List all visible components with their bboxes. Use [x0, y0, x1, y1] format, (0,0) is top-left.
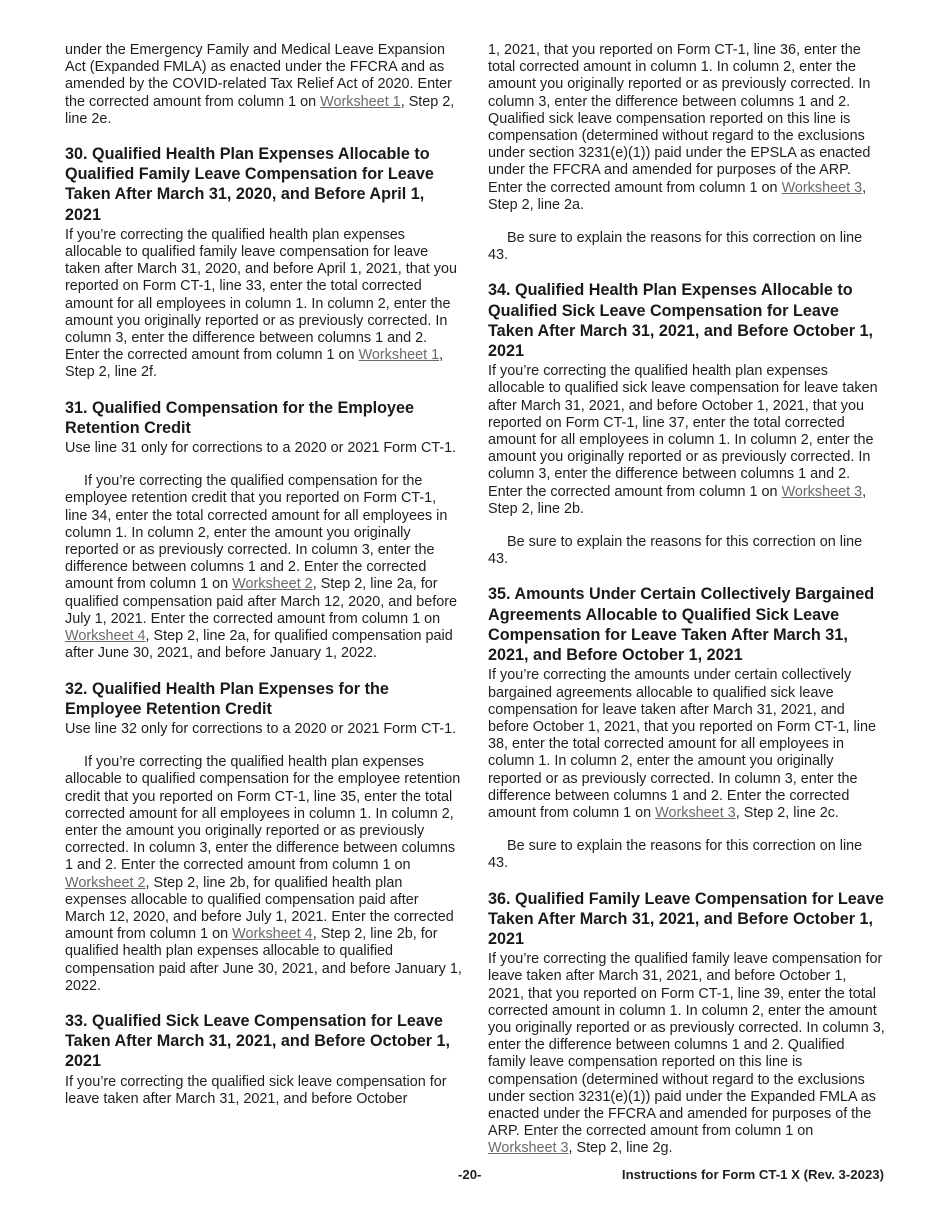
heading-line-35: 35. Amounts Under Certain Collectively Bargained Agreements Allocable to Qualified Sick Leave Compensation for Leave Taken After March 31, 2021, and Before October 1, 2021 — [488, 585, 875, 665]
heading-line-36: 36. Qualified Family Leave Compensation for Leave Taken After March 31, 2021, and Before October 1, 2021 — [488, 889, 884, 948]
text: If you’re correcting the qualified health plan expenses allocable to qualified sick leave compensation for leave taken after March 31, 2021, and before October 1, 2021, that you reported on Form CT-1, line 37, enter the total corrected amount for all employees in column 1. In column 2, enter the amount you originally reported or as previously corrected. In column 3, enter the difference between columns 1 and 2. Enter the corrected amount from column 1 on — [488, 363, 878, 500]
line-30-text — [65, 227, 462, 382]
line-31-usage-note: Use line 31 only for corrections to a 2020 or 2021 Form CT-1. — [65, 440, 457, 457]
text: under the Emergency Family and Medical Leave Expansion Act (Expanded FMLA) as enacted under the FFCRA and as amended by the COVID-related Tax Relief Act of 2020. Enter the corrected amount from column 1 on — [65, 42, 452, 110]
text: , Step 2, line 2f. — [65, 347, 444, 381]
text: If you’re correcting the qualified compensation for the employee retention credit that you reported on Form CT-1, line 34, enter the total corrected amount for all employees in column 1. In column 2, enter the amount you originally reported or as previously corrected. In column 3, enter the difference between columns 1 and 2. Enter the corrected amount from column 1 on — [65, 473, 448, 593]
text: , Step 2, line 2a, for qualified compensation paid after March 12, 2020, and before July 1, 2021. Enter the corrected amount from column 1 on — [65, 576, 458, 627]
text: 1, 2021, that you reported on Form CT-1, line 36, enter the total corrected amount in column 1. In column 2, enter the amount you originally reported or as previously corrected. In column 3, enter the difference between columns 1 and 2. Qualified sick leave compensation reported on this line is compensation (determined without regard to the exclusions under section 3231(e)(1)) paid under the EPSLA as enacted under the FFCRA and amended for purposes of the ARP. Enter the corrected amount from column 1 on — [488, 42, 871, 196]
worksheet-1-link[interactable]: Worksheet 1 — [358, 347, 440, 364]
worksheet-4-link[interactable]: Worksheet 4 — [232, 926, 313, 943]
line-31-text — [65, 473, 462, 662]
form-identifier: Instructions for Form CT-1 X (Rev. 3-2023) — [621, 1167, 884, 1182]
line-36-text — [488, 951, 885, 1157]
text: , Step 2, line 2c. — [735, 804, 839, 821]
text: , Step 2, line 2g. — [568, 1140, 673, 1157]
worksheet-2-link[interactable]: Worksheet 2 — [232, 576, 313, 593]
text: , Step 2, line 2a. — [488, 179, 867, 213]
worksheet-1-link[interactable]: Worksheet 1 — [320, 93, 401, 110]
text: If you’re correcting the qualified health plan expenses allocable to qualified family leave compensation for leave taken after March 31, 2020, and before April 1, 2021, that you reported on Form CT-1, line 33, enter the total corrected amount for all employees in column 1. In column 2, enter the amount you originally reported or as previously corrected. In column 3, enter the difference between columns 1 and 2. Enter the corrected amount from column 1 on — [65, 226, 458, 364]
line-35-note: Be sure to explain the reasons for this correction on line 43. — [488, 838, 863, 872]
line-29-continuation — [65, 42, 462, 128]
left-column — [65, 42, 462, 1124]
text: , Step 2, line 2b, for qualified health plan expenses allocable to qualified compensation paid after March 12, 2020, and before July 1, 2021. Enter the corrected amount from column 1 on — [65, 874, 454, 943]
page-footer — [0, 1167, 950, 1187]
text: , Step 2, line 2b. — [488, 483, 867, 517]
heading-line-31: 31. Qualified Compensation for the Employee Retention Credit — [65, 398, 414, 437]
line-32-text — [65, 754, 462, 995]
text: , Step 2, line 2b, for qualified health plan expenses allocable to qualified compensation paid after June 30, 2021, and before January 1, 2022. — [65, 926, 462, 994]
right-column — [488, 42, 885, 1174]
line-33-text-continued — [488, 42, 885, 214]
text: If you’re correcting the amounts under certain collectively bargained agreements allocable to qualified sick leave compensation for leave taken after March 31, 2021, and before October 1, 2021, that you reported on Form CT-1, line 38, enter the total corrected amount for all employees in column 1. In column 2, enter the amount you originally reported or as previously corrected. In column 3, enter the difference between columns 1 and 2. Enter the corrected amount from column 1 on — [488, 667, 876, 821]
line-35-text — [488, 667, 885, 822]
text: If you’re correcting the qualified health plan expenses allocable to qualified compensation for the employee retention credit that you reported on Form CT-1, line 35, enter the total corrected amount for all employees in column 1. In column 2, enter the amount you originally reported or as previously corrected. In column 3, enter the difference between columns 1 and 2. Enter the corrected amount from column 1 on — [65, 754, 461, 874]
heading-line-30: 30. Qualified Health Plan Expenses Allocable to Qualified Family Leave Compensation for Leave Taken After March 31, 2020, and Before April 1, 2021 — [65, 145, 434, 224]
worksheet-2-link[interactable]: Worksheet 2 — [65, 874, 146, 891]
text: If you’re correcting the qualified family leave compensation for leave taken after March 31, 2021, and before October 1, 2021, that you reported on Form CT-1, line 39, enter the total corrected amount in column 1. In column 2, enter the amount you originally reported or as previously corrected. In column 3, enter the difference between columns 1 and 2. Qualified family leave compensation reported on this line is compensation (determined without regard to the exclusions under section 3231(e)(1)) paid under the Expanded FMLA as enacted under the FFCRA and amended for purposes of the ARP. Enter the corrected amount from column 1 on — [488, 951, 885, 1140]
line-33-text-start: If you’re correcting the qualified sick leave compensation for leave taken after March 31, 2021, and before October — [65, 1073, 447, 1107]
worksheet-3-link[interactable]: Worksheet 3 — [781, 483, 863, 500]
heading-line-33: 33. Qualified Sick Leave Compensation for Leave Taken After March 31, 2021, and Before October 1, 2021 — [65, 1011, 451, 1071]
worksheet-3-link[interactable]: Worksheet 3 — [655, 804, 736, 821]
text: , Step 2, line 2e. — [65, 93, 455, 127]
heading-line-34: 34. Qualified Health Plan Expenses Allocable to Qualified Sick Leave Compensation for Leave Taken After March 31, 2021, and Before October 1, 2021 — [488, 281, 874, 361]
text: , Step 2, line 2a, for qualified compensation paid after June 30, 2021, and before January 1, 2022. — [65, 628, 453, 662]
page-number: -20- — [458, 1167, 482, 1182]
heading-line-32: 32. Qualified Health Plan Expenses for the Employee Retention Credit — [65, 679, 389, 718]
line-33-note: Be sure to explain the reasons for this correction on line 43. — [488, 230, 863, 264]
worksheet-3-link[interactable]: Worksheet 3 — [781, 179, 863, 196]
line-34-text — [488, 363, 885, 518]
line-32-usage-note: Use line 32 only for corrections to a 2020 or 2021 Form CT-1. — [65, 720, 457, 737]
worksheet-4-link[interactable]: Worksheet 4 — [65, 628, 146, 645]
line-34-note: Be sure to explain the reasons for this correction on line 43. — [488, 534, 863, 568]
worksheet-3-link[interactable]: Worksheet 3 — [488, 1140, 569, 1157]
